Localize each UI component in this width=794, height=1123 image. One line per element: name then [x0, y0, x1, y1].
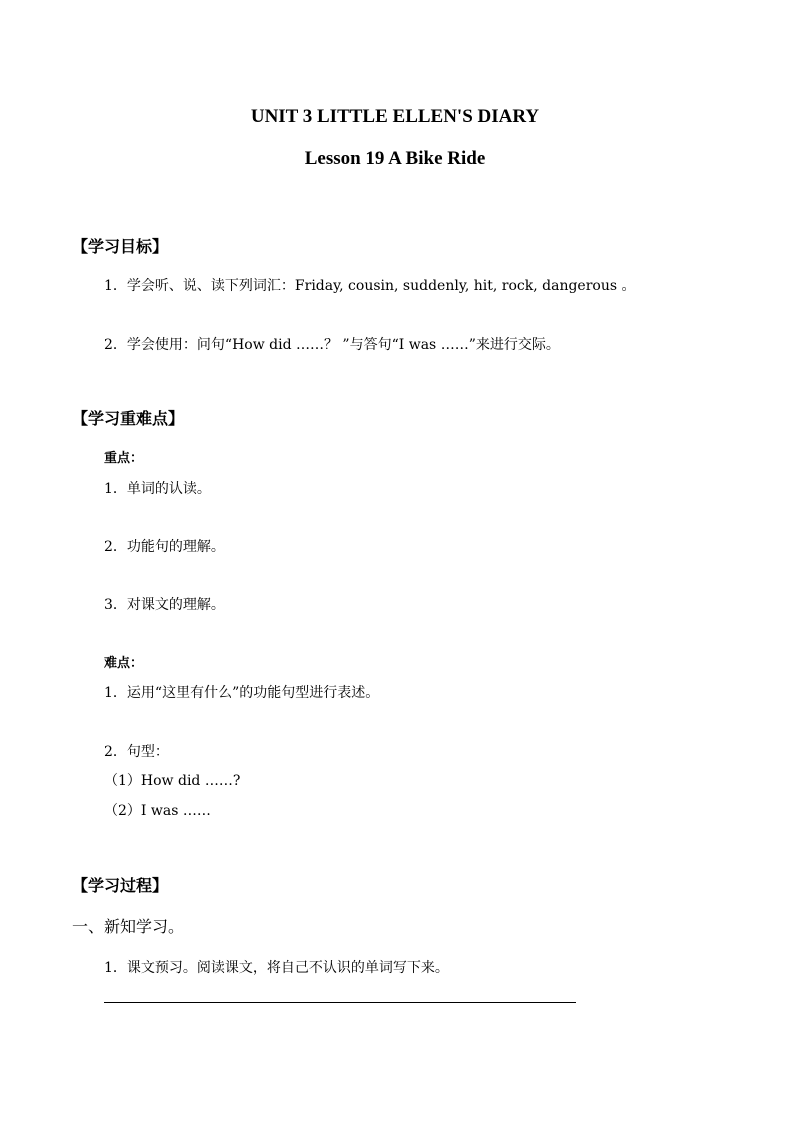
pattern-item-2: （2）I was …… [104, 803, 211, 819]
focus-item-2: 2．功能句的理解。 [104, 539, 225, 555]
objective-item-2: 2．学会使用：问句“How did ……？ ”与答句“I was ……”来进行交际。 [104, 337, 560, 353]
pattern-item-1: （1）How did ……? [104, 773, 241, 789]
objectives-heading: 【学习目标】 [72, 237, 169, 256]
focus-item-1: 1．单词的认读。 [104, 481, 211, 497]
objective-item-1: 1．学会听、说、读下列词汇：Friday, cousin, suddenly, hit, rock, dangerous 。 [104, 278, 636, 294]
unit-title: UNIT 3 LITTLE ELLEN'S DIARY [250, 106, 540, 127]
process-heading: 【学习过程】 [72, 876, 169, 895]
difficult-item-2: 2．句型： [104, 744, 169, 760]
focus-label: 重点： [104, 451, 144, 466]
lesson-title: Lesson 19 A Bike Ride [304, 148, 486, 169]
answer-line[interactable] [104, 1002, 576, 1003]
task-item-1: 1．课文预习。阅读课文，将自己不认识的单词写下来。 [104, 960, 449, 976]
difficult-label: 难点： [104, 656, 144, 671]
key-points-heading: 【学习重难点】 [72, 409, 185, 428]
difficult-item-1: 1．运用“这里有什么”的功能句型进行表述。 [104, 685, 380, 701]
section-new-knowledge: 一、新知学习。 [72, 917, 185, 936]
focus-item-3: 3．对课文的理解。 [104, 597, 225, 613]
